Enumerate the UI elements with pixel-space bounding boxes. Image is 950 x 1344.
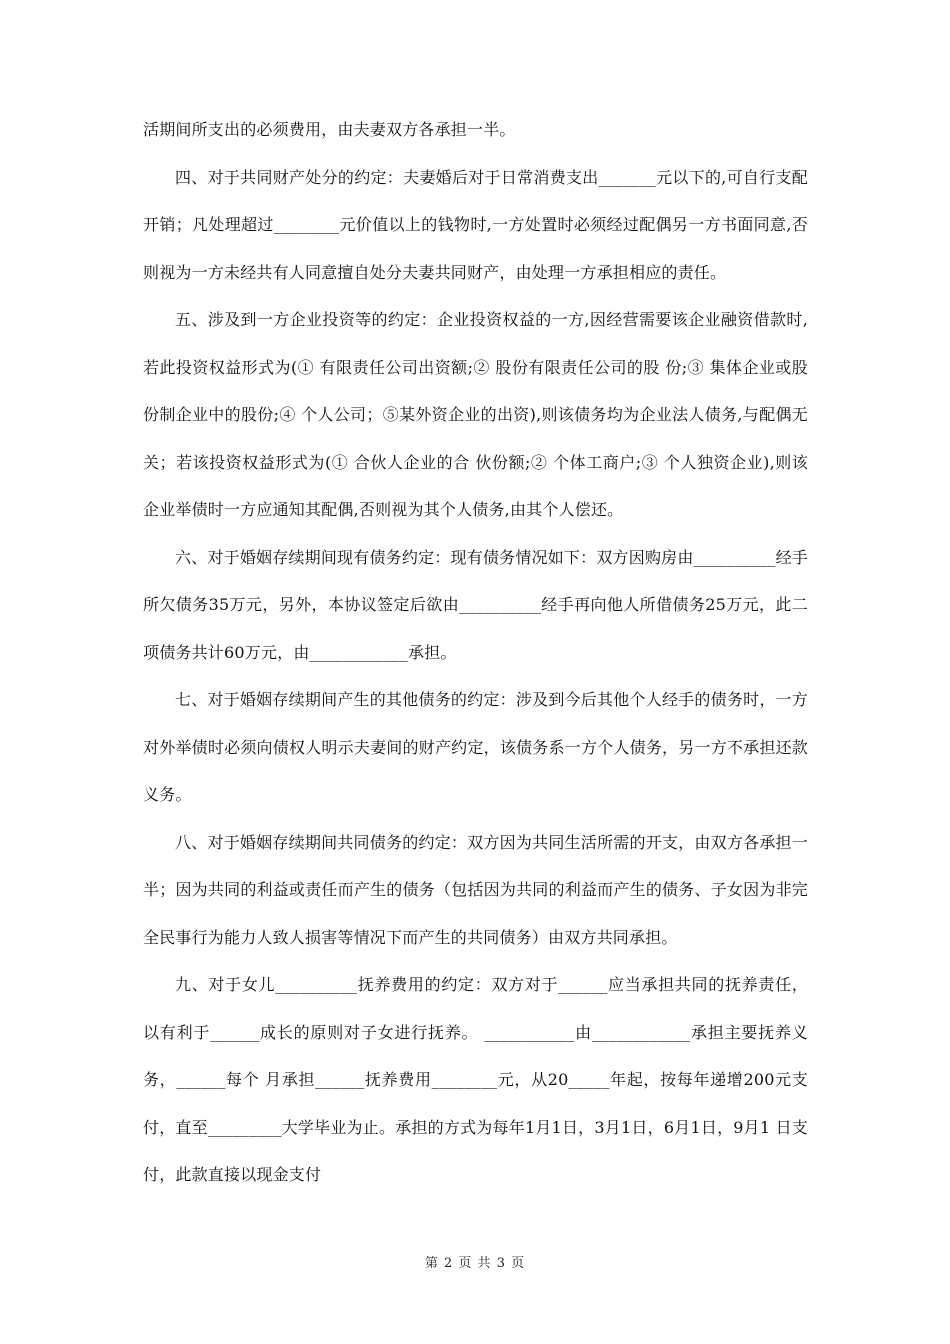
paragraph-clause-8: 八、对于婚姻存续期间共同债务的约定：双方因为共同生活所需的开支，由双方各承担一半；因为共同的利益或责任而产生的债务（包括因为共同的利益而产生的债务、子女因为非完全民事行为能力人致人损害等情况下而产生的共同债务）由双方共同承担。 [143, 832, 808, 947]
paragraph-clause-5: 五、涉及到一方企业投资等的约定：企业投资权益的一方,因经营需要该企业融资借款时,若此投资权益形式为(① 有限责任公司出资额;② 股份有限责任公司的股 份;③ 集体企业或股份制企业中的股份;④ 个人公司；⑤某外资企业的出资),则该债务均为企业法人债务,与配偶无关；若该投资权益形式为(① 合伙人企业的合 伙份额;② 个体工商户;③ 个人独资企业),则该企业举债时一方应通知其配偶,否则视为其个人债务,由其个人偿还。 [143, 310, 808, 519]
paragraph-continued: 活期间所支出的必须费用，由夫妻双方各承担一半。 [143, 120, 516, 139]
paragraph-clause-7: 七、对于婚姻存续期间产生的其他债务的约定：涉及到今后其他个人经手的债务时，一方对外举债时必须向债权人明示夫妻间的财产约定，该债务系一方个人债务，另一方不承担还款义务。 [143, 690, 808, 804]
paragraph-clause-4: 四、对于共同财产处分的约定：夫妻婚后对于日常消费支出_______元以下的,可自行支配开销；凡处理超过________元价值以上的钱物时,一方处置时必须经过配偶另一方书面同意,否则视为一方未经共有人同意擅自处分夫妻共同财产，由处理一方承担相应的责任。 [143, 167, 808, 282]
document-body [143, 106, 808, 1199]
paragraph-clause-6: 六、对于婚姻存续期间现有债务约定：现有债务情况如下：双方因购房由__________经手所欠债务35万元，另外，本协议签定后欲由__________经手再向他人所借债务25万元，此二项债务共计60万元，由____________承担。 [143, 547, 808, 662]
paragraph-clause-9: 九、对于女儿__________抚养费用的约定：双方对于______应当承担共同的抚养责任，以有利于______成长的原则对子女进行抚养。 ___________由____________承担主要抚养义务，______每个 月承担______抚养费用________元，从20_____年起，按每年递增200元支付，直至_________大学毕业为止。承担的方式为每年1月1日，3月1日，6月1日，9月1 日支付，此款直接以现金支付 [143, 975, 808, 1184]
page-number-footer: 第 2 页 共 3 页 [424, 1256, 526, 1271]
